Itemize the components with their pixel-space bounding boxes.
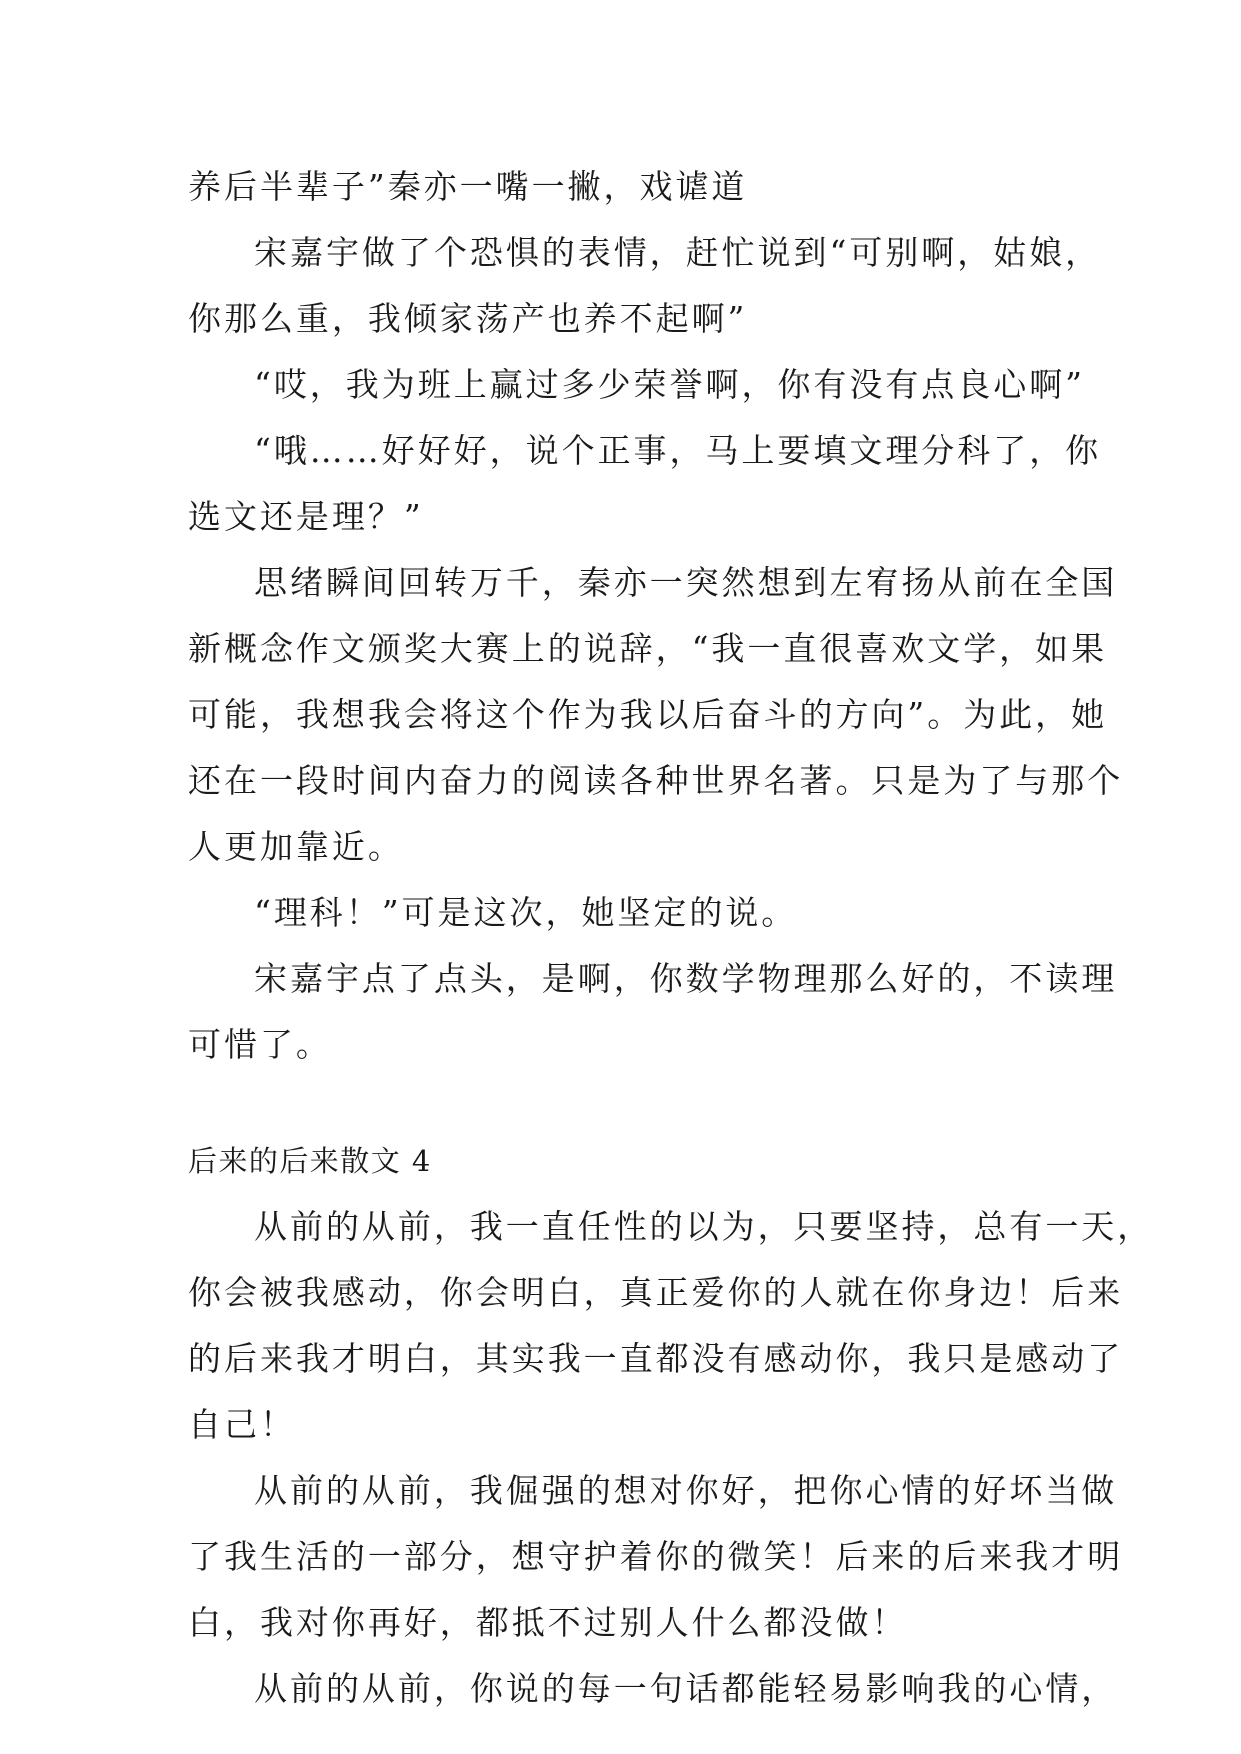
text-line: 宋嘉宇点了点头，是啊，你数学物理那么好的，不读理 [254,959,1118,998]
text-line: 白，我对你再好，都抵不过别人什么都没做！ [188,1603,908,1642]
text-line: 从前的从前，你说的每一句话都能轻易影响我的心情， [254,1669,1118,1708]
text-line: 可惜了。 [188,1025,332,1064]
text-line: “理科！”可是这次，她坚定的说。 [254,893,798,932]
text-line: 人更加靠近。 [188,827,404,866]
text-line: 了我生活的一部分，想守护着你的微笑！后来的后来我才明 [188,1537,1124,1576]
text-line: 你会被我感动，你会明白，真正爱你的人就在你身边！后来 [188,1273,1124,1312]
text-line: “哎，我为班上赢过多少荣誉啊，你有没有点良心啊” [254,365,1086,404]
text-line: 还在一段时间内奋力的阅读各种世界名著。只是为了与那个 [188,761,1124,800]
text-line: 你那么重，我倾家荡产也养不起啊” [188,299,748,338]
text-line: 自己！ [188,1405,296,1444]
section-gap [188,1078,1068,1128]
text-line: 养后半辈子”秦亦一嘴一撇，戏谑道 [188,167,748,206]
text-line: “哦……好好好，说个正事，马上要填文理分科了，你 [254,431,1102,470]
text-line: 宋嘉宇做了个恐惧的表情，赶忙说到“可别啊，姑娘， [254,233,1102,272]
text-line: 从前的从前，我一直任性的以为，只要坚持，总有一天， [254,1207,1154,1246]
text-line: 从前的从前，我倔强的想对你好，把你心情的好坏当做 [254,1471,1118,1510]
section-heading: 后来的后来散文 4 [188,1144,432,1178]
text-line: 新概念作文颁奖大赛上的说辞，“我一直很喜欢文学，如果 [188,629,1108,668]
text-line: 可能，我想我会将这个作为我以后奋斗的方向”。为此，她 [188,695,1108,734]
text-line: 选文还是理？” [188,497,424,536]
document-body [188,154,1154,1722]
text-line: 思绪瞬间回转万千，秦亦一突然想到左宥扬从前在全国 [254,563,1118,602]
text-line: 的后来我才明白，其实我一直都没有感动你，我只是感动了 [188,1339,1124,1378]
